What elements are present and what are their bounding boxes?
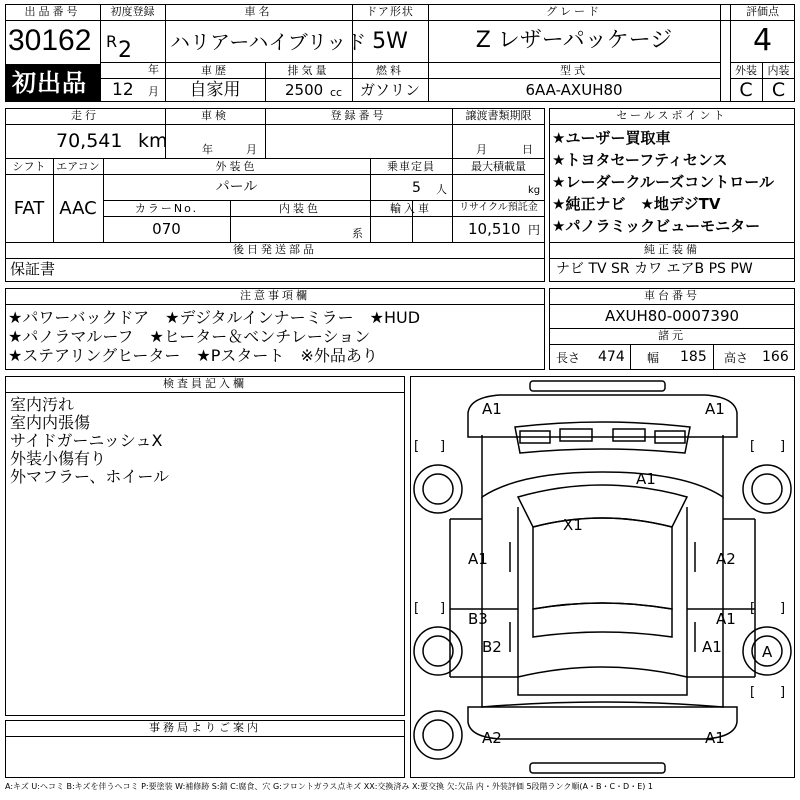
sales-point-item: ★トヨタセーフティセンス: [552, 151, 728, 169]
length-label: 長さ: [556, 351, 581, 365]
damage-mark-left-rear-fender: B2: [482, 638, 502, 656]
first-reg-month-unit: 月: [148, 85, 159, 98]
car-name: ハリアーハイブリッド: [170, 30, 367, 54]
mileage-unit: km: [138, 130, 168, 152]
damage-mark-front-left: A1: [482, 400, 502, 418]
displacement-label: 排気量: [287, 64, 330, 77]
sales-point-item: ★ユーザー買取車: [552, 129, 671, 147]
door-label: ドア形状: [366, 5, 414, 18]
first-listing-badge: 初出品: [6, 65, 100, 101]
grade-label: グレード: [546, 5, 602, 18]
sales-point-item: ★パノラミックビューモニター: [552, 217, 761, 235]
inspection-month-unit: 月: [246, 143, 257, 156]
score-label: 評価点: [746, 5, 779, 18]
max-load-unit: kg: [528, 185, 541, 196]
caution-line: ★パノラマルーフ ★ヒーター＆ベンチレーション: [8, 327, 371, 346]
first-reg-year: 2: [118, 38, 132, 63]
mileage-label: 走行: [71, 109, 99, 122]
inspector-note: 室内内張傷: [10, 413, 91, 432]
ext-color: パール: [215, 179, 258, 195]
lot-number-label: 出品番号: [24, 5, 81, 18]
model-code: 6AA-AXUH80: [525, 81, 623, 99]
dims-label: 諸元: [658, 329, 686, 342]
bracket-mark: ]: [780, 685, 786, 700]
fuel-label: 燃料: [376, 64, 404, 77]
shift: FAT: [13, 198, 45, 219]
bracket-mark: ]: [440, 439, 446, 454]
width: 185: [680, 349, 707, 365]
sales-point-item: ★純正ナビ ★地デジTV: [552, 195, 721, 213]
height: 166: [762, 349, 789, 365]
height-label: 高さ: [724, 351, 749, 365]
bracket-mark: [: [750, 685, 756, 700]
reg-number-label: 登録番号: [330, 109, 387, 122]
interior-grade: C: [771, 79, 786, 101]
exterior-grade-label: 外装: [735, 64, 757, 77]
damage-mark-rear-right: A1: [705, 729, 725, 747]
interior-grade-label: 内装: [767, 64, 790, 77]
recycle-unit: 円: [528, 223, 541, 237]
bracket-mark: ]: [780, 439, 786, 454]
bracket-mark: ]: [440, 601, 446, 616]
import-label: 輸入車: [390, 202, 432, 215]
inspector-note: サイドガーニッシュX: [10, 431, 163, 450]
shift-label: シフト: [12, 160, 46, 173]
bracket-mark: ]: [780, 601, 786, 616]
capacity-label: 乗車定員: [387, 160, 435, 173]
aircon: AAC: [59, 198, 97, 219]
sales-point-item: ★レーダークルーズコントロール: [552, 173, 774, 191]
model-label: 型式: [560, 64, 588, 77]
sales-points-label: セールスポイント: [616, 109, 728, 122]
damage-mark-right-rear-wheel: A: [762, 643, 773, 661]
transfer-docs-month-unit: 月: [476, 143, 487, 156]
damage-mark-rear-left: A2: [482, 729, 502, 747]
max-load-label: 最大積載量: [471, 160, 526, 173]
first-reg-month: 12: [112, 80, 134, 100]
caution-line: ★パワーバックドア ★デジタルインナーミラー ★HUD: [8, 308, 421, 327]
chassis-number: AXUH80-0007390: [604, 307, 740, 325]
inspector-label: 検査員記入欄: [163, 377, 247, 390]
capacity-unit: 人: [436, 183, 447, 196]
damage-mark-hood: A1: [636, 470, 656, 488]
damage-mark-left-front-door: A1: [468, 550, 488, 568]
length: 474: [598, 349, 625, 365]
inspector-note: 室内汚れ: [10, 395, 75, 414]
equipment-label: 純正装備: [644, 243, 700, 256]
exterior-grade: C: [739, 79, 753, 101]
door-type: 5W: [372, 29, 408, 54]
grade: Z レザーパッケージ: [475, 28, 673, 53]
damage-mark-left-rear-door: B3: [468, 610, 488, 628]
score: 4: [752, 23, 773, 58]
width-label: 幅: [647, 351, 660, 365]
car-diagram: [410, 377, 795, 779]
cautions-label: 注意事項欄: [240, 289, 310, 302]
recycle-label: リサイクル預託金: [459, 202, 538, 213]
chassis-label: 車台番号: [644, 289, 700, 302]
inspector-note: 外マフラー、ホイール: [10, 467, 170, 486]
ext-color-label: 外装色: [215, 160, 258, 173]
displacement: 2500: [285, 81, 324, 99]
lot-number: 30162: [8, 24, 92, 57]
caution-line: ★ステアリングヒーター ★Pスタート ※外品あり: [8, 346, 378, 365]
bracket-mark: [: [750, 439, 756, 454]
int-color-suffix: 系: [352, 227, 363, 240]
damage-mark-right-rear-door: A1: [716, 610, 736, 628]
int-color-label: 内装色: [279, 202, 321, 215]
transfer-docs-day-unit: 日: [522, 143, 533, 156]
later-parts: 保証書: [10, 260, 56, 278]
equipment: ナビ TV SR カワ エアB PS PW: [556, 261, 753, 277]
inspection-year-unit: 年: [202, 143, 213, 156]
bracket-mark: [: [414, 439, 420, 454]
inspection-label: 車検: [201, 109, 229, 122]
damage-mark-right-front-door: A2: [716, 550, 736, 568]
color-no: 070: [152, 220, 181, 238]
recycle-fee: 10,510: [468, 220, 521, 238]
transfer-docs-label: 譲渡書類期限: [465, 109, 532, 122]
inspector-note: 外装小傷有り: [10, 449, 107, 468]
aircon-label: エアコン: [56, 160, 100, 173]
fuel: ガソリン: [359, 81, 420, 99]
first-reg-label: 初度登録: [110, 5, 155, 18]
mileage: 70,541: [56, 130, 123, 152]
car-name-label: 車名: [244, 5, 273, 18]
later-parts-label: 後日発送部品: [233, 243, 317, 256]
damage-mark-roof: X1: [563, 516, 583, 534]
capacity: 5: [412, 180, 421, 196]
color-no-label: カラーNo.: [134, 202, 199, 215]
history: 自家用: [189, 80, 241, 100]
displacement-unit: cc: [330, 86, 343, 99]
first-reg-era: R: [106, 32, 118, 51]
damage-mark-front-right: A1: [705, 400, 725, 418]
history-label: 車歴: [201, 64, 229, 77]
damage-legend: A:キズ U:ヘコミ B:キズを伴うヘコミ P:要塗装 W:補修跡 S:錆 C:腐食、穴 G:フロントガラス点キズ XX:交換済み X:要交換 欠:欠品 内・外装評価 5段階ランク順(A・B・C・D・E) 1: [5, 782, 654, 791]
first-reg-year-unit: 年: [148, 63, 159, 76]
bracket-mark: [: [750, 601, 756, 616]
bracket-mark: [: [414, 601, 420, 616]
office-label: 事務局よりご案内: [149, 721, 261, 734]
damage-mark-right-rear-fender: A1: [702, 638, 722, 656]
